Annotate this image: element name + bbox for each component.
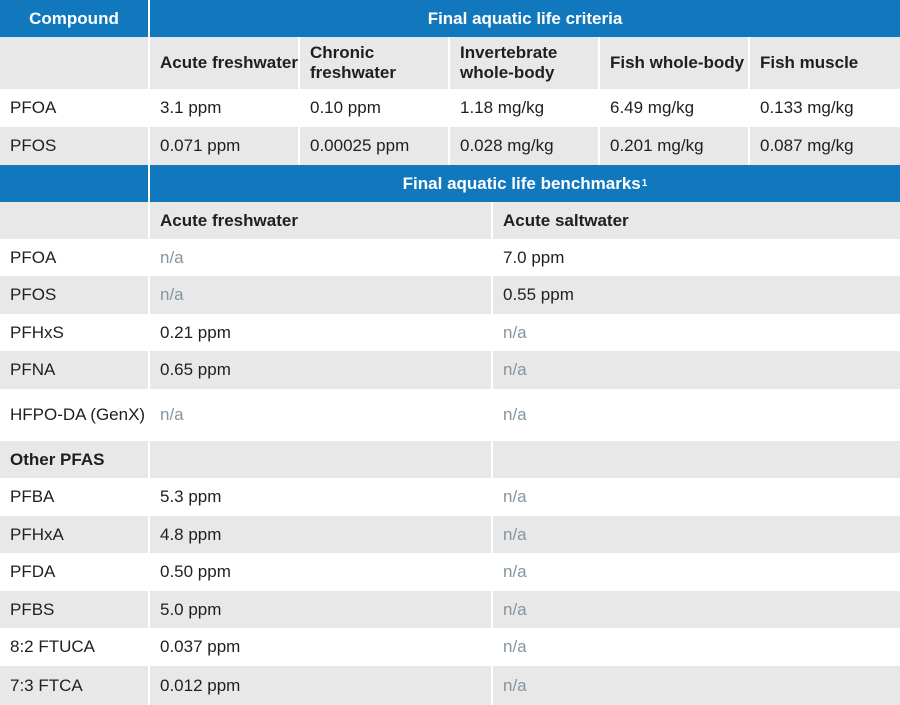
compound-cell: PFHxS — [0, 314, 150, 351]
criteria-columns-row — [0, 37, 900, 89]
value-cell: n/a — [493, 351, 900, 389]
other-pfas-row — [0, 441, 900, 478]
value-cell: n/a — [150, 389, 493, 441]
compound-cell: PFOA — [0, 89, 150, 127]
compound-cell: 7:3 FTCA — [0, 666, 150, 705]
value-cell: 0.012 ppm — [150, 666, 493, 705]
value-cell: n/a — [493, 314, 900, 351]
value-cell: n/a — [493, 591, 900, 628]
value-cell: n/a — [493, 666, 900, 705]
value-cell: 0.201 mg/kg — [600, 127, 750, 165]
footnote-marker: 1 — [641, 177, 648, 189]
table-row — [0, 516, 900, 553]
value-cell: 0.00025 ppm — [300, 127, 450, 165]
value-cell: 0.10 ppm — [300, 89, 450, 127]
value-cell: n/a — [493, 389, 900, 441]
criteria-header-row — [0, 0, 900, 37]
table-row — [0, 276, 900, 314]
value-cell: 0.071 ppm — [150, 127, 300, 165]
value-cell: 5.3 ppm — [150, 478, 493, 516]
value-cell: n/a — [150, 276, 493, 314]
col-bench-acute-freshwater: Acute freshwater — [150, 202, 493, 239]
value-cell: 0.087 mg/kg — [750, 127, 900, 165]
value-cell: 5.0 ppm — [150, 591, 493, 628]
table-row — [0, 553, 900, 591]
col-acute-freshwater: Acute freshwater — [150, 37, 300, 89]
other-pfas-label: Other PFAS — [0, 441, 150, 478]
criteria-title: Final aquatic life criteria — [150, 0, 900, 37]
col-fish-whole-body: Fish whole-body — [600, 37, 750, 89]
table-row — [0, 389, 900, 441]
value-cell: n/a — [493, 553, 900, 591]
table-row — [0, 591, 900, 628]
compound-header: Compound — [0, 0, 150, 37]
col-invertebrate-whole-body: Invertebrate whole-body — [450, 37, 600, 89]
table-row — [0, 314, 900, 351]
empty-header-cell — [0, 37, 150, 89]
value-cell: n/a — [150, 239, 493, 276]
empty-cell — [150, 441, 493, 478]
value-cell: 0.133 mg/kg — [750, 89, 900, 127]
col-fish-muscle: Fish muscle — [750, 37, 900, 89]
value-cell: n/a — [493, 478, 900, 516]
benchmarks-title-cell — [150, 165, 900, 202]
value-cell: 0.21 ppm — [150, 314, 493, 351]
value-cell: 1.18 mg/kg — [450, 89, 600, 127]
benchmark-columns-row — [0, 202, 900, 239]
compound-cell: PFOA — [0, 239, 150, 276]
value-cell: 0.65 ppm — [150, 351, 493, 389]
compound-cell: PFDA — [0, 553, 150, 591]
value-cell: n/a — [493, 516, 900, 553]
compound-cell: PFOS — [0, 276, 150, 314]
table-row — [0, 89, 900, 127]
compound-cell: PFOS — [0, 127, 150, 165]
value-cell: n/a — [493, 628, 900, 666]
table-row — [0, 628, 900, 666]
compound-cell: 8:2 FTUCA — [0, 628, 150, 666]
table-row — [0, 127, 900, 165]
compound-cell: PFBA — [0, 478, 150, 516]
value-cell: 6.49 mg/kg — [600, 89, 750, 127]
value-cell: 0.50 ppm — [150, 553, 493, 591]
value-cell: 0.037 ppm — [150, 628, 493, 666]
empty-cell — [493, 441, 900, 478]
table-row — [0, 351, 900, 389]
value-cell: 0.028 mg/kg — [450, 127, 600, 165]
compound-cell: PFBS — [0, 591, 150, 628]
compound-cell: HFPO-DA (GenX) — [0, 389, 150, 441]
table-row — [0, 239, 900, 276]
value-cell: 3.1 ppm — [150, 89, 300, 127]
empty-blue-cell — [0, 165, 150, 202]
compound-cell: PFHxA — [0, 516, 150, 553]
value-cell: 7.0 ppm — [493, 239, 900, 276]
table-row — [0, 666, 900, 705]
compound-cell: PFNA — [0, 351, 150, 389]
empty-header-cell — [0, 202, 150, 239]
col-chronic-freshwater: Chronic freshwater — [300, 37, 450, 89]
col-bench-acute-saltwater: Acute saltwater — [493, 202, 900, 239]
benchmarks-title: Final aquatic life benchmarks — [402, 173, 641, 193]
table-row — [0, 478, 900, 516]
benchmarks-header-row — [0, 165, 900, 202]
value-cell: 4.8 ppm — [150, 516, 493, 553]
value-cell: 0.55 ppm — [493, 276, 900, 314]
